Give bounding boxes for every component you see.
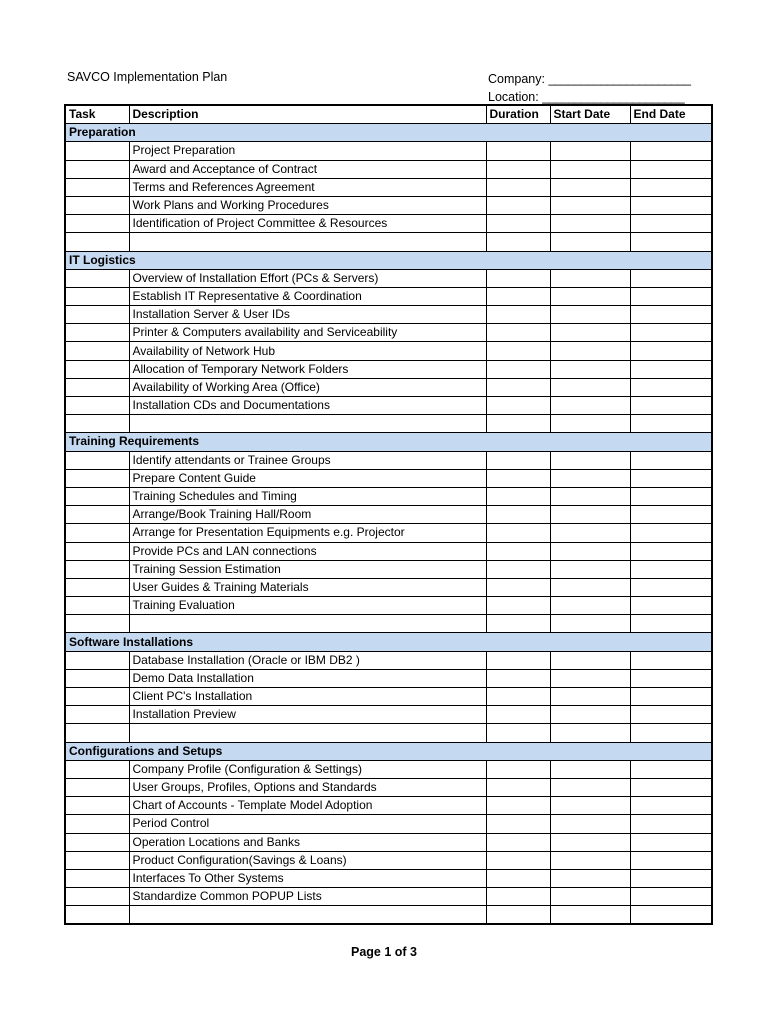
duration-cell[interactable]	[486, 506, 550, 524]
description-cell: User Guides & Training Materials	[129, 578, 486, 596]
task-cell	[65, 196, 129, 214]
task-cell	[65, 342, 129, 360]
end-date-cell[interactable]	[630, 560, 712, 578]
task-cell	[65, 906, 129, 925]
duration-cell[interactable]	[486, 669, 550, 687]
description-cell: Demo Data Installation	[129, 669, 486, 687]
description-cell: Training Evaluation	[129, 597, 486, 615]
description-cell: Interfaces To Other Systems	[129, 869, 486, 887]
end-date-cell[interactable]	[630, 397, 712, 415]
task-cell	[65, 397, 129, 415]
end-date-cell[interactable]	[630, 778, 712, 796]
duration-cell[interactable]	[486, 342, 550, 360]
end-date-cell[interactable]	[630, 760, 712, 778]
table-row	[65, 287, 712, 305]
description-cell: Printer & Computers availability and Serviceability	[129, 324, 486, 342]
task-cell	[65, 324, 129, 342]
end-date-cell[interactable]	[630, 306, 712, 324]
column-header-start-date: Start Date	[550, 105, 630, 124]
task-cell	[65, 669, 129, 687]
end-date-cell[interactable]	[630, 724, 712, 742]
task-cell	[65, 215, 129, 233]
start-date-cell[interactable]	[550, 578, 630, 596]
task-cell	[65, 306, 129, 324]
task-cell	[65, 724, 129, 742]
start-date-cell[interactable]	[550, 196, 630, 214]
task-cell	[65, 469, 129, 487]
description-cell: Installation Preview	[129, 706, 486, 724]
table-row	[65, 706, 712, 724]
end-date-cell[interactable]	[630, 469, 712, 487]
duration-cell[interactable]	[486, 888, 550, 906]
end-date-cell[interactable]	[630, 324, 712, 342]
end-date-cell[interactable]	[630, 669, 712, 687]
table-row	[65, 869, 712, 887]
description-cell: User Groups, Profiles, Options and Standards	[129, 778, 486, 796]
duration-cell[interactable]	[486, 324, 550, 342]
end-date-cell[interactable]	[630, 269, 712, 287]
duration-cell[interactable]	[486, 688, 550, 706]
description-cell: Client PC's Installation	[129, 688, 486, 706]
duration-cell[interactable]	[486, 578, 550, 596]
table-row	[65, 888, 712, 906]
description-cell: Installation CDs and Documentations	[129, 397, 486, 415]
start-date-cell[interactable]	[550, 487, 630, 505]
section-row	[65, 433, 712, 451]
duration-cell[interactable]	[486, 269, 550, 287]
duration-cell[interactable]	[486, 160, 550, 178]
end-date-cell[interactable]	[630, 688, 712, 706]
duration-cell[interactable]	[486, 760, 550, 778]
description-cell: Chart of Accounts - Template Model Adoption	[129, 797, 486, 815]
section-title: Configurations and Setups	[65, 742, 712, 760]
task-cell	[65, 542, 129, 560]
description-cell: Identification of Project Committee & Resources	[129, 215, 486, 233]
duration-cell[interactable]	[486, 833, 550, 851]
description-cell: Project Preparation	[129, 142, 486, 160]
start-date-cell[interactable]	[550, 178, 630, 196]
description-cell	[129, 724, 486, 742]
task-cell	[65, 506, 129, 524]
end-date-cell[interactable]	[630, 378, 712, 396]
end-date-cell[interactable]	[630, 797, 712, 815]
task-cell	[65, 651, 129, 669]
task-cell	[65, 142, 129, 160]
start-date-cell[interactable]	[550, 888, 630, 906]
description-cell: Provide PCs and LAN connections	[129, 542, 486, 560]
start-date-cell[interactable]	[550, 469, 630, 487]
section-title: Preparation	[65, 124, 712, 142]
end-date-cell[interactable]	[630, 360, 712, 378]
section-title: Software Installations	[65, 633, 712, 651]
start-date-cell[interactable]	[550, 833, 630, 851]
table-row	[65, 778, 712, 796]
column-header-description: Description	[129, 105, 486, 124]
task-cell	[65, 797, 129, 815]
table-row	[65, 233, 712, 251]
start-date-cell[interactable]	[550, 524, 630, 542]
table-row	[65, 560, 712, 578]
start-date-cell[interactable]	[550, 797, 630, 815]
end-date-cell[interactable]	[630, 196, 712, 214]
table-row	[65, 688, 712, 706]
start-date-cell[interactable]	[550, 160, 630, 178]
table-row	[65, 669, 712, 687]
table-row	[65, 324, 712, 342]
end-date-cell[interactable]	[630, 869, 712, 887]
table-row	[65, 451, 712, 469]
location-blank: ______________________	[542, 90, 685, 104]
start-date-cell[interactable]	[550, 815, 630, 833]
end-date-cell[interactable]	[630, 597, 712, 615]
company-field	[488, 70, 690, 88]
table-row	[65, 360, 712, 378]
start-date-cell[interactable]	[550, 706, 630, 724]
end-date-cell[interactable]	[630, 906, 712, 925]
company-label: Company:	[488, 72, 545, 86]
start-date-cell[interactable]	[550, 724, 630, 742]
end-date-cell[interactable]	[630, 615, 712, 633]
end-date-cell[interactable]	[630, 524, 712, 542]
task-cell	[65, 615, 129, 633]
table-row	[65, 615, 712, 633]
duration-cell[interactable]	[486, 487, 550, 505]
end-date-cell[interactable]	[630, 451, 712, 469]
duration-cell[interactable]	[486, 524, 550, 542]
table-row	[65, 506, 712, 524]
task-cell	[65, 269, 129, 287]
duration-cell[interactable]	[486, 415, 550, 433]
table-row	[65, 851, 712, 869]
end-date-cell[interactable]	[630, 888, 712, 906]
description-cell	[129, 906, 486, 925]
description-cell: Period Control	[129, 815, 486, 833]
duration-cell[interactable]	[486, 706, 550, 724]
column-header-duration: Duration	[486, 105, 550, 124]
duration-cell[interactable]	[486, 651, 550, 669]
end-date-cell[interactable]	[630, 651, 712, 669]
start-date-cell[interactable]	[550, 651, 630, 669]
duration-cell[interactable]	[486, 397, 550, 415]
task-cell	[65, 869, 129, 887]
column-header-task: Task	[65, 105, 129, 124]
table-row	[65, 378, 712, 396]
start-date-cell[interactable]	[550, 269, 630, 287]
table-row	[65, 487, 712, 505]
start-date-cell[interactable]	[550, 342, 630, 360]
start-date-cell[interactable]	[550, 306, 630, 324]
section-row	[65, 633, 712, 651]
task-cell	[65, 888, 129, 906]
end-date-cell[interactable]	[630, 342, 712, 360]
description-cell: Work Plans and Working Procedures	[129, 196, 486, 214]
start-date-cell[interactable]	[550, 378, 630, 396]
start-date-cell[interactable]	[550, 778, 630, 796]
table-row	[65, 724, 712, 742]
start-date-cell[interactable]	[550, 688, 630, 706]
description-cell: Standardize Common POPUP Lists	[129, 888, 486, 906]
table-row	[65, 160, 712, 178]
description-cell: Training Session Estimation	[129, 560, 486, 578]
description-cell: Overview of Installation Effort (PCs & Servers)	[129, 269, 486, 287]
task-cell	[65, 760, 129, 778]
duration-cell[interactable]	[486, 542, 550, 560]
duration-cell[interactable]	[486, 451, 550, 469]
table-row	[65, 833, 712, 851]
description-cell	[129, 233, 486, 251]
end-date-cell[interactable]	[630, 815, 712, 833]
duration-cell[interactable]	[486, 287, 550, 305]
section-title: Training Requirements	[65, 433, 712, 451]
end-date-cell[interactable]	[630, 178, 712, 196]
task-cell	[65, 851, 129, 869]
duration-cell[interactable]	[486, 178, 550, 196]
table-body	[65, 124, 712, 925]
start-date-cell[interactable]	[550, 215, 630, 233]
task-cell	[65, 597, 129, 615]
description-cell: Establish IT Representative & Coordination	[129, 287, 486, 305]
table-row	[65, 524, 712, 542]
end-date-cell[interactable]	[630, 415, 712, 433]
table-row	[65, 269, 712, 287]
description-cell: Installation Server & User IDs	[129, 306, 486, 324]
description-cell: Arrange/Book Training Hall/Room	[129, 506, 486, 524]
start-date-cell[interactable]	[550, 615, 630, 633]
description-cell: Training Schedules and Timing	[129, 487, 486, 505]
duration-cell[interactable]	[486, 869, 550, 887]
end-date-cell[interactable]	[630, 233, 712, 251]
start-date-cell[interactable]	[550, 397, 630, 415]
task-cell	[65, 524, 129, 542]
duration-cell[interactable]	[486, 360, 550, 378]
duration-cell[interactable]	[486, 233, 550, 251]
end-date-cell[interactable]	[630, 851, 712, 869]
task-cell	[65, 833, 129, 851]
location-label: Location:	[488, 90, 539, 104]
description-cell: Allocation of Temporary Network Folders	[129, 360, 486, 378]
section-row	[65, 124, 712, 142]
task-cell	[65, 233, 129, 251]
table-row	[65, 306, 712, 324]
end-date-cell[interactable]	[630, 542, 712, 560]
implementation-plan-table	[64, 104, 713, 925]
table-row	[65, 797, 712, 815]
table-row	[65, 196, 712, 214]
table-row	[65, 760, 712, 778]
start-date-cell[interactable]	[550, 851, 630, 869]
task-cell	[65, 160, 129, 178]
start-date-cell[interactable]	[550, 324, 630, 342]
start-date-cell[interactable]	[550, 560, 630, 578]
start-date-cell[interactable]	[550, 287, 630, 305]
table-row	[65, 578, 712, 596]
table-row	[65, 542, 712, 560]
task-cell	[65, 360, 129, 378]
table-row	[65, 397, 712, 415]
description-cell	[129, 615, 486, 633]
task-cell	[65, 688, 129, 706]
task-cell	[65, 560, 129, 578]
column-header-end-date: End Date	[630, 105, 712, 124]
table-row	[65, 906, 712, 925]
description-cell: Product Configuration(Savings & Loans)	[129, 851, 486, 869]
task-cell	[65, 815, 129, 833]
task-cell	[65, 487, 129, 505]
start-date-cell[interactable]	[550, 760, 630, 778]
duration-cell[interactable]	[486, 142, 550, 160]
start-date-cell[interactable]	[550, 669, 630, 687]
task-cell	[65, 578, 129, 596]
section-title: IT Logistics	[65, 251, 712, 269]
table-header-row	[65, 105, 712, 124]
table-row	[65, 142, 712, 160]
end-date-cell[interactable]	[630, 706, 712, 724]
table-row	[65, 415, 712, 433]
duration-cell[interactable]	[486, 196, 550, 214]
document-title: SAVCO Implementation Plan	[67, 70, 228, 84]
duration-cell[interactable]	[486, 306, 550, 324]
company-blank: ______________________	[548, 72, 691, 86]
end-date-cell[interactable]	[630, 215, 712, 233]
description-cell: Arrange for Presentation Equipments e.g. Projector	[129, 524, 486, 542]
description-cell: Operation Locations and Banks	[129, 833, 486, 851]
duration-cell[interactable]	[486, 597, 550, 615]
duration-cell[interactable]	[486, 724, 550, 742]
table-row	[65, 651, 712, 669]
description-cell: Availability of Working Area (Office)	[129, 378, 486, 396]
description-cell: Identify attendants or Trainee Groups	[129, 451, 486, 469]
duration-cell[interactable]	[486, 851, 550, 869]
table-row	[65, 815, 712, 833]
start-date-cell[interactable]	[550, 415, 630, 433]
section-row	[65, 251, 712, 269]
task-cell	[65, 287, 129, 305]
start-date-cell[interactable]	[550, 360, 630, 378]
task-cell	[65, 706, 129, 724]
description-cell: Database Installation (Oracle or IBM DB2 )	[129, 651, 486, 669]
start-date-cell[interactable]	[550, 233, 630, 251]
start-date-cell[interactable]	[550, 869, 630, 887]
duration-cell[interactable]	[486, 615, 550, 633]
end-date-cell[interactable]	[630, 160, 712, 178]
task-cell	[65, 415, 129, 433]
end-date-cell[interactable]	[630, 578, 712, 596]
duration-cell[interactable]	[486, 815, 550, 833]
description-cell: Award and Acceptance of Contract	[129, 160, 486, 178]
table-row	[65, 342, 712, 360]
duration-cell[interactable]	[486, 797, 550, 815]
page-number: Page 1 of 3	[351, 945, 417, 959]
description-cell: Availability of Network Hub	[129, 342, 486, 360]
task-cell	[65, 778, 129, 796]
duration-cell[interactable]	[486, 469, 550, 487]
start-date-cell[interactable]	[550, 597, 630, 615]
end-date-cell[interactable]	[630, 487, 712, 505]
task-cell	[65, 178, 129, 196]
start-date-cell[interactable]	[550, 906, 630, 925]
duration-cell[interactable]	[486, 906, 550, 925]
start-date-cell[interactable]	[550, 542, 630, 560]
end-date-cell[interactable]	[630, 142, 712, 160]
start-date-cell[interactable]	[550, 451, 630, 469]
table-row	[65, 469, 712, 487]
start-date-cell[interactable]	[550, 506, 630, 524]
duration-cell[interactable]	[486, 778, 550, 796]
duration-cell[interactable]	[486, 378, 550, 396]
description-cell: Prepare Content Guide	[129, 469, 486, 487]
task-cell	[65, 451, 129, 469]
duration-cell[interactable]	[486, 560, 550, 578]
table-row	[65, 215, 712, 233]
section-row	[65, 742, 712, 760]
description-cell: Company Profile (Configuration & Settings)	[129, 760, 486, 778]
description-cell: Terms and References Agreement	[129, 178, 486, 196]
start-date-cell[interactable]	[550, 142, 630, 160]
table-row	[65, 178, 712, 196]
document-header	[67, 68, 711, 104]
task-cell	[65, 378, 129, 396]
description-cell	[129, 415, 486, 433]
end-date-cell[interactable]	[630, 833, 712, 851]
duration-cell[interactable]	[486, 215, 550, 233]
meta-fields	[488, 70, 690, 106]
end-date-cell[interactable]	[630, 506, 712, 524]
end-date-cell[interactable]	[630, 287, 712, 305]
table-row	[65, 597, 712, 615]
